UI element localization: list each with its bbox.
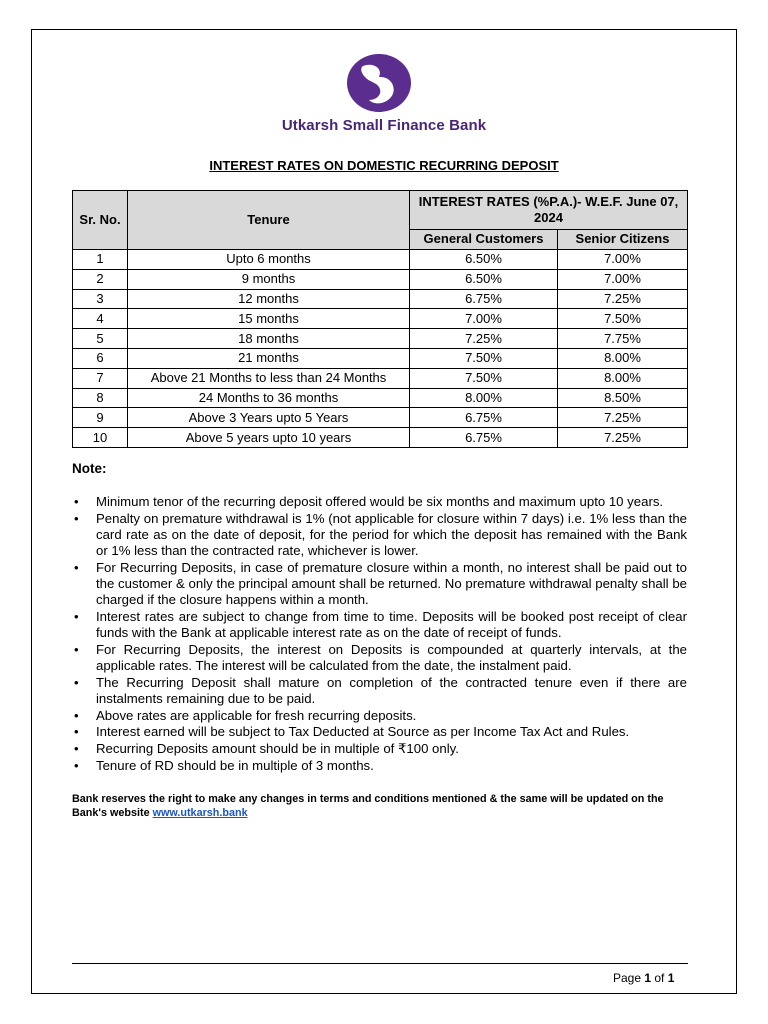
- note-item: • Interest earned will be subject to Tax Deducted at Source as per Income Tax Act and Rules.: [72, 724, 687, 740]
- tenure-cell: 21 months: [128, 348, 410, 368]
- general-rate-cell: 6.50%: [410, 250, 558, 270]
- general-rate-cell: 8.00%: [410, 388, 558, 408]
- note-item: • Minimum tenor of the recurring deposit offered would be six months and maximum upto 10 years.: [72, 494, 687, 510]
- tenure-cell: 12 months: [128, 289, 410, 309]
- utkarsh-logo-icon: [346, 53, 412, 113]
- note-item: • Interest rates are subject to change from time to time. Deposits will be booked post receipt of clear funds with the Bank at applicable interest rate as on the date of receipt of funds.: [72, 609, 687, 641]
- page-number: Page 1 of 1: [613, 971, 675, 985]
- sr-no-cell: 3: [73, 289, 128, 309]
- bank-website-link[interactable]: www.utkarsh.bank: [152, 807, 248, 819]
- sr-no-cell: 6: [73, 348, 128, 368]
- senior-rate-cell: 7.50%: [558, 309, 688, 329]
- tenure-cell: Upto 6 months: [128, 250, 410, 270]
- table-row: [73, 368, 688, 388]
- tenure-cell: 9 months: [128, 269, 410, 289]
- note-item: • Penalty on premature withdrawal is 1% (not applicable for closure within 7 days) i.e. 1% less than the card rate as on the date of deposit, for the period for which the deposit has remained with the Bank or 1% less than the contracted rate, whichever is lower.: [72, 511, 687, 560]
- senior-rate-cell: 8.50%: [558, 388, 688, 408]
- general-rate-cell: 7.50%: [410, 348, 558, 368]
- sr-no-cell: 4: [73, 309, 128, 329]
- general-rate-cell: 6.75%: [410, 408, 558, 428]
- note-item: • For Recurring Deposits, the interest on Deposits is compounded at quarterly intervals, at the applicable rates. The interest will be calculated from the date, the instalment paid.: [72, 642, 687, 674]
- senior-rate-cell: 7.00%: [558, 269, 688, 289]
- table-row: [73, 309, 688, 329]
- table-row: [73, 289, 688, 309]
- senior-rate-cell: 8.00%: [558, 348, 688, 368]
- header-tenure: Tenure: [128, 191, 410, 250]
- table-body: [73, 250, 688, 448]
- disclaimer: [72, 792, 687, 820]
- page-title: INTEREST RATES ON DOMESTIC RECURRING DEPOSIT: [209, 158, 559, 173]
- sr-no-cell: 8: [73, 388, 128, 408]
- header-sr-no: Sr. No.: [73, 191, 128, 250]
- senior-rate-cell: 7.25%: [558, 289, 688, 309]
- general-rate-cell: 7.50%: [410, 368, 558, 388]
- sr-no-cell: 5: [73, 329, 128, 349]
- table-row: [73, 348, 688, 368]
- note-item: • For Recurring Deposits, in case of premature closure within a month, no interest shall be paid out to the customer & only the principal amount shall be returned. No premature withdrawal penalty shall be charged if the closure happens within a month.: [72, 560, 687, 609]
- header-senior-citizens: Senior Citizens: [558, 229, 688, 249]
- disclaimer-text: Bank reserves the right to make any changes in terms and conditions mentioned & the same will be updated on the Bank's website: [72, 793, 664, 819]
- sr-no-cell: 7: [73, 368, 128, 388]
- table-row: [73, 329, 688, 349]
- general-rate-cell: 6.75%: [410, 428, 558, 448]
- sr-no-cell: 9: [73, 408, 128, 428]
- bank-name: Utkarsh Small Finance Bank: [281, 117, 487, 134]
- table-row: [73, 269, 688, 289]
- senior-rate-cell: 8.00%: [558, 368, 688, 388]
- sr-no-cell: 1: [73, 250, 128, 270]
- general-rate-cell: 6.75%: [410, 289, 558, 309]
- interest-rates-table: [72, 190, 688, 448]
- tenure-cell: 24 Months to 36 months: [128, 388, 410, 408]
- table-row: [73, 408, 688, 428]
- table-row: [73, 250, 688, 270]
- general-rate-cell: 6.50%: [410, 269, 558, 289]
- header-general-customers: General Customers: [410, 229, 558, 249]
- general-rate-cell: 7.25%: [410, 329, 558, 349]
- tenure-cell: 15 months: [128, 309, 410, 329]
- senior-rate-cell: 7.00%: [558, 250, 688, 270]
- senior-rate-cell: 7.75%: [558, 329, 688, 349]
- senior-rate-cell: 7.25%: [558, 428, 688, 448]
- note-item: • Recurring Deposits amount should be in multiple of ₹100 only.: [72, 741, 687, 757]
- table-row: [73, 388, 688, 408]
- tenure-cell: 18 months: [128, 329, 410, 349]
- tenure-cell: Above 5 years upto 10 years: [128, 428, 410, 448]
- tenure-cell: Above 21 Months to less than 24 Months: [128, 368, 410, 388]
- header-interest-rates: INTEREST RATES (%P.A.)- W.E.F. June 07, 2024: [410, 191, 688, 230]
- tenure-cell: Above 3 Years upto 5 Years: [128, 408, 410, 428]
- senior-rate-cell: 7.25%: [558, 408, 688, 428]
- note-item: • Tenure of RD should be in multiple of 3 months.: [72, 758, 687, 774]
- notes-list: [72, 494, 687, 774]
- note-item: • The Recurring Deposit shall mature on completion of the contracted tenure even if there are instalments remaining due to be paid.: [72, 675, 687, 707]
- note-label: Note:: [72, 461, 107, 476]
- note-item: • Above rates are applicable for fresh recurring deposits.: [72, 708, 687, 724]
- sr-no-cell: 2: [73, 269, 128, 289]
- general-rate-cell: 7.00%: [410, 309, 558, 329]
- footer-divider: [72, 963, 688, 964]
- table-row: [73, 428, 688, 448]
- sr-no-cell: 10: [73, 428, 128, 448]
